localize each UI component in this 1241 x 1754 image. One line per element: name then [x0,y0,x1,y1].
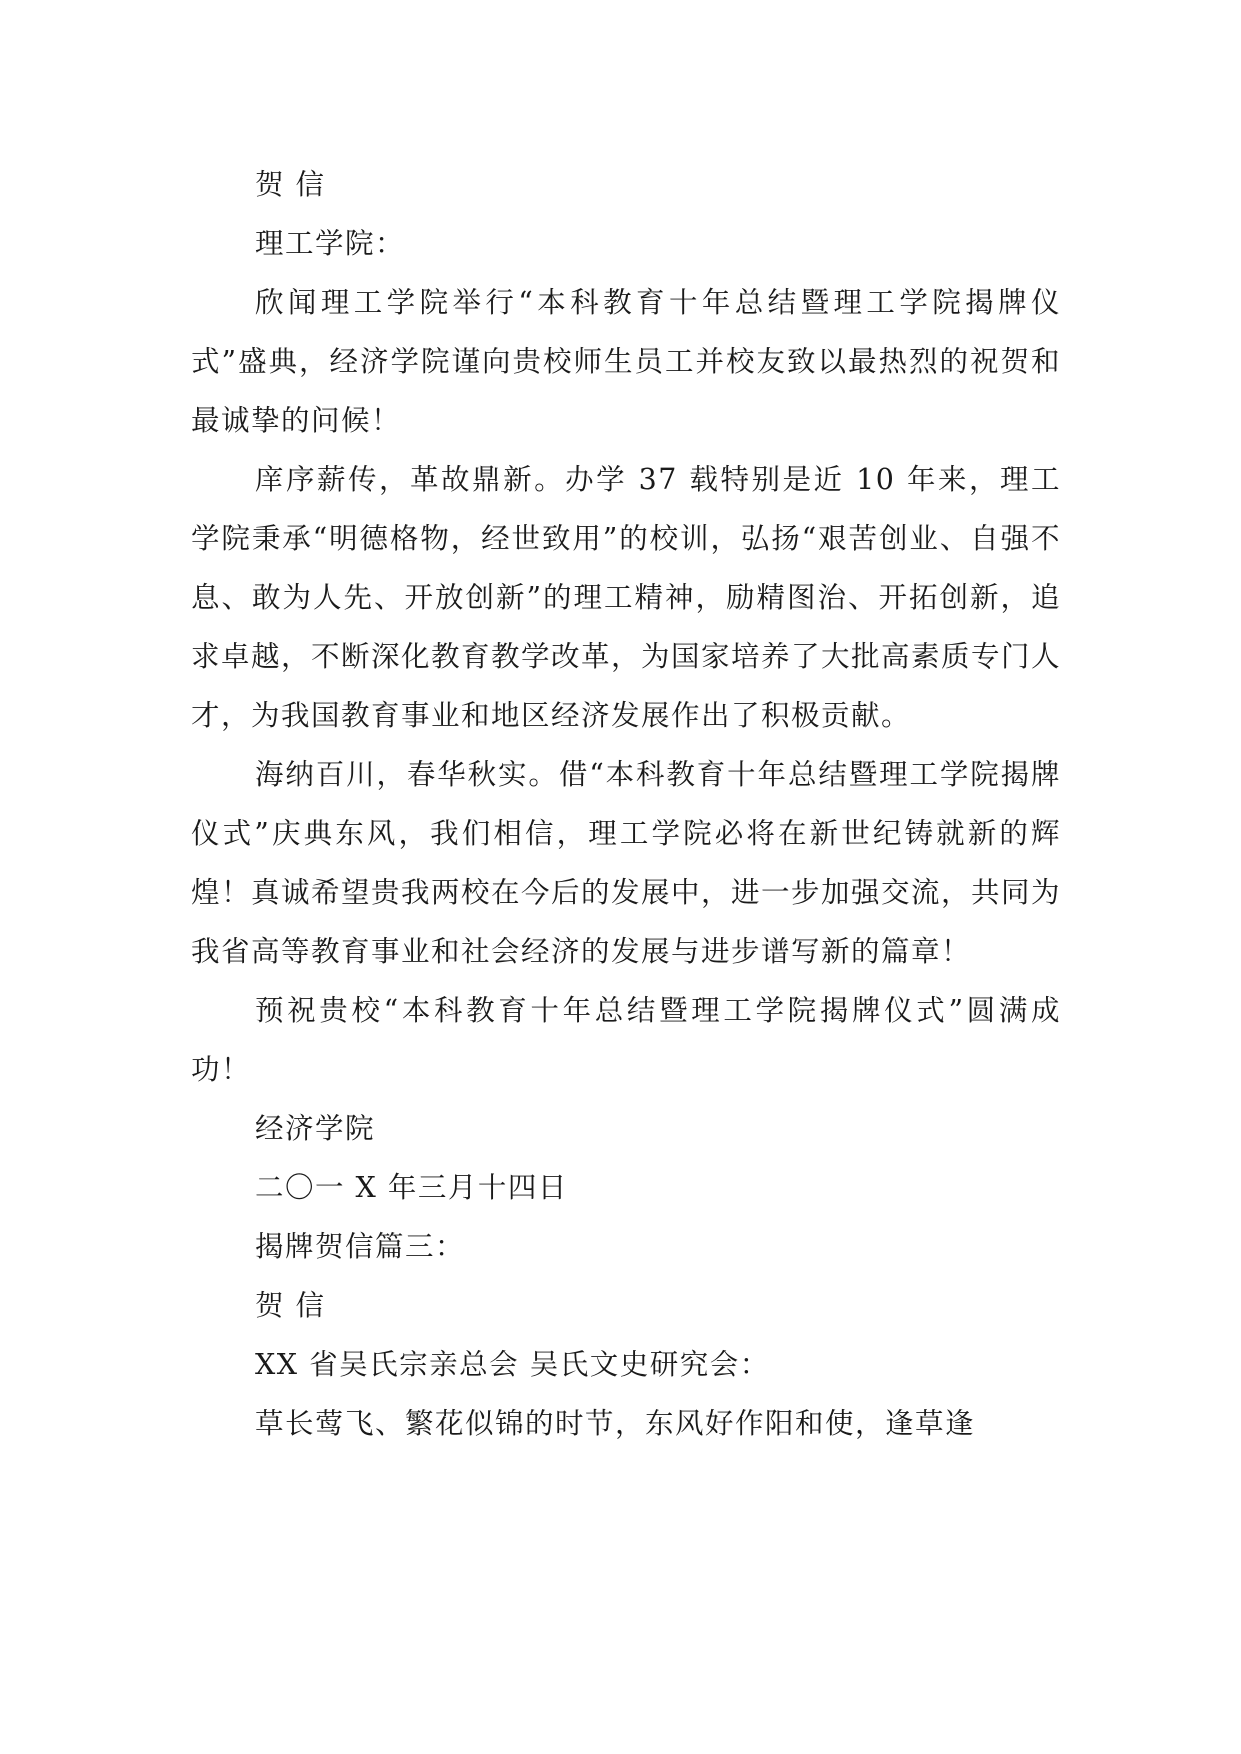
paragraph-opening-2: 草长莺飞、繁花似锦的时节，东风好作阳和使，逢草逢 [255,1407,976,1440]
signature: 经济学院 [255,1112,376,1145]
paragraph-wishes: 海纳百川，春华秋实。借“本科教育十年总结暨理工学院揭牌仪式”庆典东风，我们相信，理工学院必将在新世纪铸就新的辉煌！真诚希望贵我两校在今后的发展中，进一步加强交流，共同为我省高等教育事业和社会经济的发展与进步谱写新的篇章！ [191,758,1062,968]
letter-title-2: 贺 信 [255,1289,326,1322]
paragraph-greeting: 欣闻理工学院举行“本科教育十年总结暨理工学院揭牌仪式”盛典，经济学院谨向贵校师生员工并校友致以最热烈的祝贺和最诚挚的问候！ [191,286,1061,437]
date: 二〇一 X 年三月十四日 [255,1171,568,1204]
addressee-2: XX 省吴氏宗亲总会 吴氏文史研究会： [255,1348,770,1381]
section-heading: 揭牌贺信篇三： [255,1230,466,1263]
paragraph-closing: 预祝贵校“本科教育十年总结暨理工学院揭牌仪式”圆满成功！ [191,994,1061,1086]
letter-body [191,155,1061,1453]
paragraph-history: 庠序薪传，革故鼎新。办学 37 载特别是近 10 年来，理工学院秉承“明德格物，经世致用”的校训，弘扬“艰苦创业、自强不息、敢为人先、开放创新”的理工精神，励精图治、开拓创新，追求卓越，不断深化教育教学改革，为国家培养了大批高素质专门人才，为我国教育事业和地区经济发展作出了积极贡献。 [191,463,1062,732]
addressee: 理工学院： [255,227,406,260]
letter-title: 贺 信 [255,168,326,201]
